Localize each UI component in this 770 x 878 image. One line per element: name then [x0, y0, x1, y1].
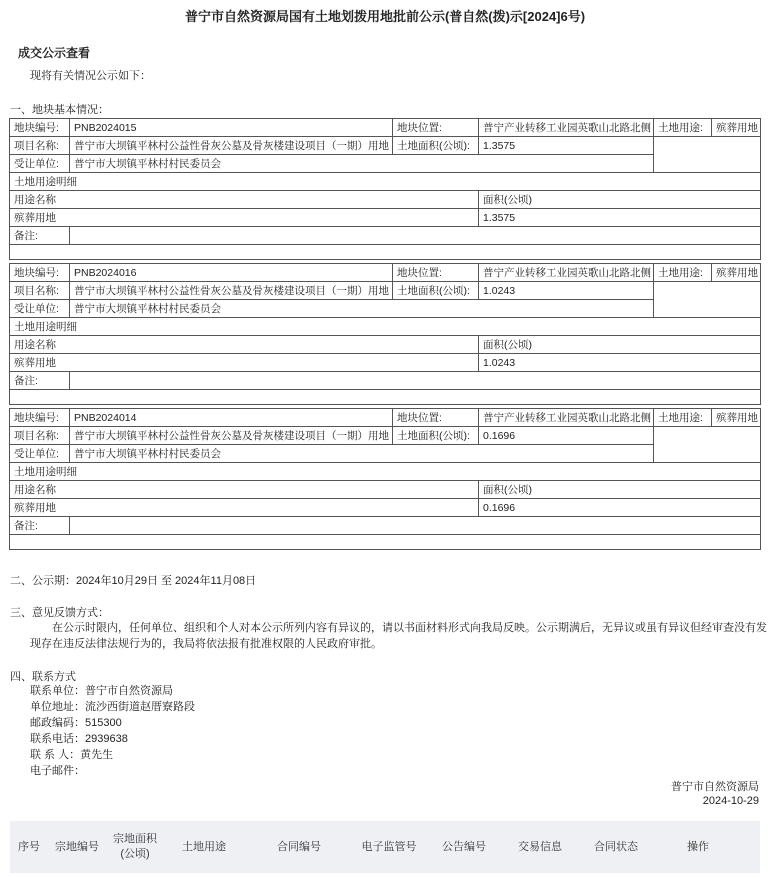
intro-text: 现将有关情况公示如下： [30, 70, 151, 82]
area-ha-header: 面积(公顷) [479, 336, 761, 354]
signer: 普宁市自然资源局 [671, 781, 759, 793]
location-value: 普宁产业转移工业园英歌山北路北侧 [479, 409, 654, 427]
area-label: 土地面积(公顷): [393, 427, 479, 445]
contact-email: 电子邮件： [30, 765, 85, 777]
assignee-value: 普宁市大坝镇平林村村民委员会 [70, 445, 654, 463]
feedback-body [30, 620, 770, 652]
area-value: 1.0243 [479, 282, 654, 300]
project-value: 普宁市大坝镇平林村公益性骨灰公墓及骨灰楼建设项目（一期）用地 [70, 282, 393, 300]
blank-cell [654, 282, 761, 318]
contact-person: 联 系 人：黄先生 [30, 749, 114, 761]
usage-value: 殡葬用地 [712, 409, 761, 427]
detail-name: 殡葬用地 [10, 354, 479, 372]
assignee-label: 受让单位: [10, 155, 70, 173]
contact-address: 单位地址：流沙西街道赵厝寮路段 [30, 701, 195, 713]
result-table-header [10, 821, 760, 873]
project-label: 项目名称: [10, 427, 70, 445]
assignee-value: 普宁市大坝镇平林村村民委员会 [70, 300, 654, 318]
contact-phone: 联系电话：2939638 [30, 733, 128, 745]
remark-value [70, 227, 761, 245]
usage-detail-heading: 土地用途明细 [10, 463, 761, 481]
section-1-heading: 一、地块基本情况： [10, 104, 109, 116]
col-contract-status: 合同状态 [594, 840, 638, 853]
announcement-period: 二、公示期：2024年10月29日 至 2024年11月08日 [10, 575, 257, 587]
table-spacer [10, 390, 761, 405]
parcel-table [9, 263, 761, 405]
project-value: 普宁市大坝镇平林村公益性骨灰公墓及骨灰楼建设项目（一期）用地 [70, 137, 393, 155]
plot-no-value: PNB2024016 [70, 264, 393, 282]
blank-cell [654, 137, 761, 173]
usage-detail-heading: 土地用途明细 [10, 318, 761, 336]
col-notice-no: 公告编号 [442, 840, 486, 853]
location-value: 普宁产业转移工业园英歌山北路北侧 [479, 264, 654, 282]
feedback-section [10, 604, 767, 650]
remark-label: 备注: [10, 227, 70, 245]
plot-no-value: PNB2024014 [70, 409, 393, 427]
col-trade-info: 交易信息 [518, 840, 562, 853]
contact-heading: 四、联系方式 [10, 671, 76, 683]
col-contract-no: 合同编号 [277, 840, 321, 853]
plot-no-value: PNB2024015 [70, 119, 393, 137]
area-ha-header: 面积(公顷) [479, 191, 761, 209]
usage-name-header: 用途名称 [10, 191, 479, 209]
detail-area: 0.1696 [479, 499, 761, 517]
feedback-heading: 三、意见反馈方式： [10, 607, 109, 619]
blank-cell [654, 427, 761, 463]
area-ha-header: 面积(公顷) [479, 481, 761, 499]
assignee-label: 受让单位: [10, 445, 70, 463]
location-label: 地块位置: [393, 409, 479, 427]
col-supervision-no: 电子监管号 [361, 840, 417, 853]
plot-no-label: 地块编号: [10, 264, 70, 282]
detail-area: 1.0243 [479, 354, 761, 372]
remark-value [70, 517, 761, 535]
detail-area: 1.3575 [479, 209, 761, 227]
page-title: 普宁市自然资源局国有土地划拨用地批前公示(普自然(拨)示[2024]6号) [184, 9, 586, 24]
usage-value: 殡葬用地 [712, 119, 761, 137]
project-label: 项目名称: [10, 282, 70, 300]
location-value: 普宁产业转移工业园英歌山北路北侧 [479, 119, 654, 137]
project-label: 项目名称: [10, 137, 70, 155]
assignee-value: 普宁市大坝镇平林村村民委员会 [70, 155, 654, 173]
col-plot-no: 宗地编号 [55, 840, 99, 853]
sign-date: 2024-10-29 [702, 795, 759, 807]
area-value: 1.3575 [479, 137, 654, 155]
area-value: 0.1696 [479, 427, 654, 445]
usage-value: 殡葬用地 [712, 264, 761, 282]
usage-detail-heading: 土地用途明细 [10, 173, 761, 191]
plot-no-label: 地块编号: [10, 409, 70, 427]
contact-unit: 联系单位：普宁市自然资源局 [30, 685, 173, 697]
location-label: 地块位置: [393, 264, 479, 282]
col-usage: 土地用途 [182, 840, 226, 853]
remark-value [70, 372, 761, 390]
col-index: 序号 [18, 840, 40, 853]
col-area: 宗地面积 (公顷) [113, 833, 157, 860]
area-label: 土地面积(公顷): [393, 282, 479, 300]
assignee-label: 受让单位: [10, 300, 70, 318]
parcel-table [9, 408, 761, 550]
location-label: 地块位置: [393, 119, 479, 137]
contact-postcode: 邮政编码：515300 [30, 717, 122, 729]
col-actions: 操作 [687, 840, 709, 853]
usage-name-header: 用途名称 [10, 336, 479, 354]
usage-name-header: 用途名称 [10, 481, 479, 499]
parcel-table [9, 118, 761, 260]
feedback-text: 在公示时限内，任何单位、组织和个人对本公示所列内容有异议的，请以书面材料形式向我局反映。公示期满后，无异议或虽有异议但经审查没有发现存在违反法律法规行为的，我局将依法报有批准权限的人民政府审批。 [30, 622, 767, 650]
table-spacer [10, 245, 761, 260]
project-value: 普宁市大坝镇平林村公益性骨灰公墓及骨灰楼建设项目（一期）用地 [70, 427, 393, 445]
plot-no-label: 地块编号: [10, 119, 70, 137]
usage-label: 土地用途: [654, 264, 712, 282]
usage-label: 土地用途: [654, 119, 712, 137]
section-label: 成交公示查看 [18, 46, 91, 60]
usage-label: 土地用途: [654, 409, 712, 427]
detail-name: 殡葬用地 [10, 499, 479, 517]
detail-name: 殡葬用地 [10, 209, 479, 227]
table-spacer [10, 535, 761, 550]
remark-label: 备注: [10, 372, 70, 390]
remark-label: 备注: [10, 517, 70, 535]
area-label: 土地面积(公顷): [393, 137, 479, 155]
